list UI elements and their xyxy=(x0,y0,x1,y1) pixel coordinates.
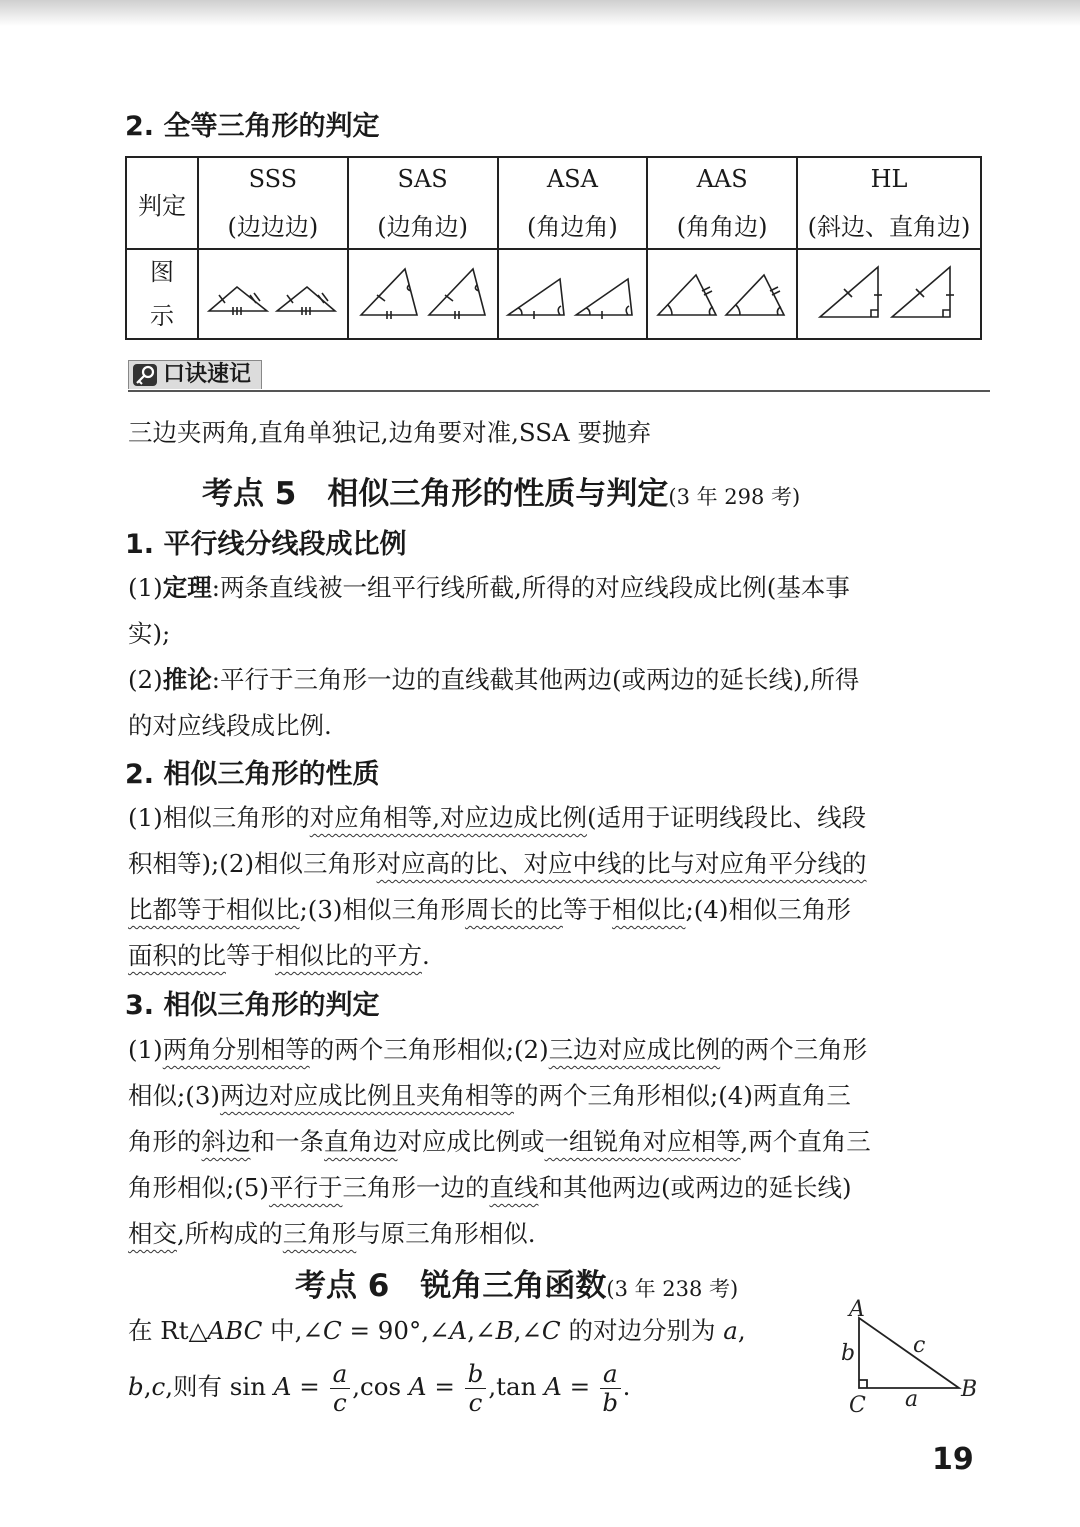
fig-aas xyxy=(647,249,797,339)
sin-fraction: $\frac{a}{c}$ xyxy=(330,1360,351,1417)
mnemonic-header-bar xyxy=(128,360,990,392)
p3-title: 3. 相似三角形的判定 xyxy=(125,990,380,1021)
p1-title: 1. 平行线分线段成比例 xyxy=(125,529,407,560)
sss-triangles-figure xyxy=(203,261,343,321)
side-c-label: c xyxy=(913,1333,926,1358)
page-number: 19 xyxy=(932,1442,974,1477)
kaodian6-title: 考点 6 锐角三角函数(3 年 238 考) xyxy=(295,1268,739,1304)
p3-line2: 相似;(3)两边对应成比例且夹角相等的两个三角形相似;(4)两直角三 xyxy=(128,1081,851,1110)
asa-triangles-figure xyxy=(502,261,642,321)
vertex-c-label: C xyxy=(849,1393,866,1418)
cos-fraction: $\frac{b}{c}$ xyxy=(465,1360,487,1417)
p2-title: 2. 相似三角形的性质 xyxy=(125,759,380,790)
tan-fraction: $\frac{a}{b}$ xyxy=(600,1360,621,1417)
p2-line3: 比都等于相似比;(3)相似三角形周长的比等于相似比;(4)相似三角形 xyxy=(128,895,851,924)
col-asa: ASA (角边角) xyxy=(498,157,648,249)
p1-line2: 实); xyxy=(128,619,171,648)
p1-line3: (2)推论:平行于三角形一边的直线截其他两边(或两边的延长线),所得 xyxy=(128,665,860,694)
section-title-congruence: 2. 全等三角形的判定 xyxy=(125,111,380,142)
mnemonic-tab xyxy=(128,360,262,389)
mnemonic-text: 三边夹两角,直角单独记,边角要对准,SSA 要抛弃 xyxy=(128,418,651,447)
trig-line1: 在 Rt△ABC 中,∠C = 90°,∠A,∠B,∠C 的对边分别为 a, xyxy=(128,1316,746,1345)
p2-line2: 积相等);(2)相似三角形对应高的比、对应中线的比与对应角平分线的 xyxy=(128,849,867,878)
fig-sss xyxy=(198,249,348,339)
side-b-label: b xyxy=(841,1341,856,1366)
sas-triangles-figure xyxy=(353,261,493,321)
p3-line5: 相交,所构成的三角形与原三角形相似. xyxy=(128,1219,536,1248)
vertex-b-label: B xyxy=(961,1377,978,1402)
trig-line2: b,c,则有 sin A = $\frac{a}{c}$ ,cos A = $\frac{b}{c}$ ,tan A = $\frac{a}{b}$ . xyxy=(128,1359,631,1417)
kaodian5-title: 考点 5 相似三角形的性质与判定(3 年 298 考) xyxy=(202,476,801,512)
right-triangle-abc-figure xyxy=(835,1296,985,1426)
p1-line1: (1)定理:两条直线被一组平行线所截,所得的对应线段成比例(基本事 xyxy=(128,573,850,602)
key-icon xyxy=(133,364,157,386)
col-sss: SSS (边边边) xyxy=(198,157,348,249)
hl-triangles-figure xyxy=(814,259,964,323)
p1-line4: 的对应线段成比例. xyxy=(128,711,332,740)
p2-line1: (1)相似三角形的对应角相等,对应边成比例(适用于证明线段比、线段 xyxy=(128,803,867,832)
col-hl: HL (斜边、直角边) xyxy=(797,157,981,249)
fig-hl xyxy=(797,249,981,339)
side-a-label: a xyxy=(905,1387,919,1412)
mnemonic-label: 口诀速记 xyxy=(163,362,252,387)
p2-line4: 面积的比等于相似比的平方. xyxy=(128,941,430,970)
p3-line4: 角形相似;(5)平行于三角形一边的直线和其他两边(或两边的延长线) xyxy=(128,1173,852,1202)
row-label-figure: 图 示 xyxy=(126,249,198,339)
p3-line1: (1)两角分别相等的两个三角形相似;(2)三边对应成比例的两个三角形 xyxy=(128,1035,868,1064)
row-label-judge: 判定 xyxy=(126,157,198,249)
vertex-a-label: A xyxy=(849,1297,865,1322)
fig-asa xyxy=(498,249,648,339)
p3-line3: 角形的斜边和一条直角边对应成比例或一组锐角对应相等,两个直角三 xyxy=(128,1127,871,1156)
congruence-criteria-table xyxy=(125,156,982,340)
aas-triangles-figure xyxy=(652,261,792,321)
fig-sas xyxy=(348,249,498,339)
col-aas: AAS (角角边) xyxy=(647,157,797,249)
col-sas: SAS (边角边) xyxy=(348,157,498,249)
scan-top-edge xyxy=(0,0,1080,26)
